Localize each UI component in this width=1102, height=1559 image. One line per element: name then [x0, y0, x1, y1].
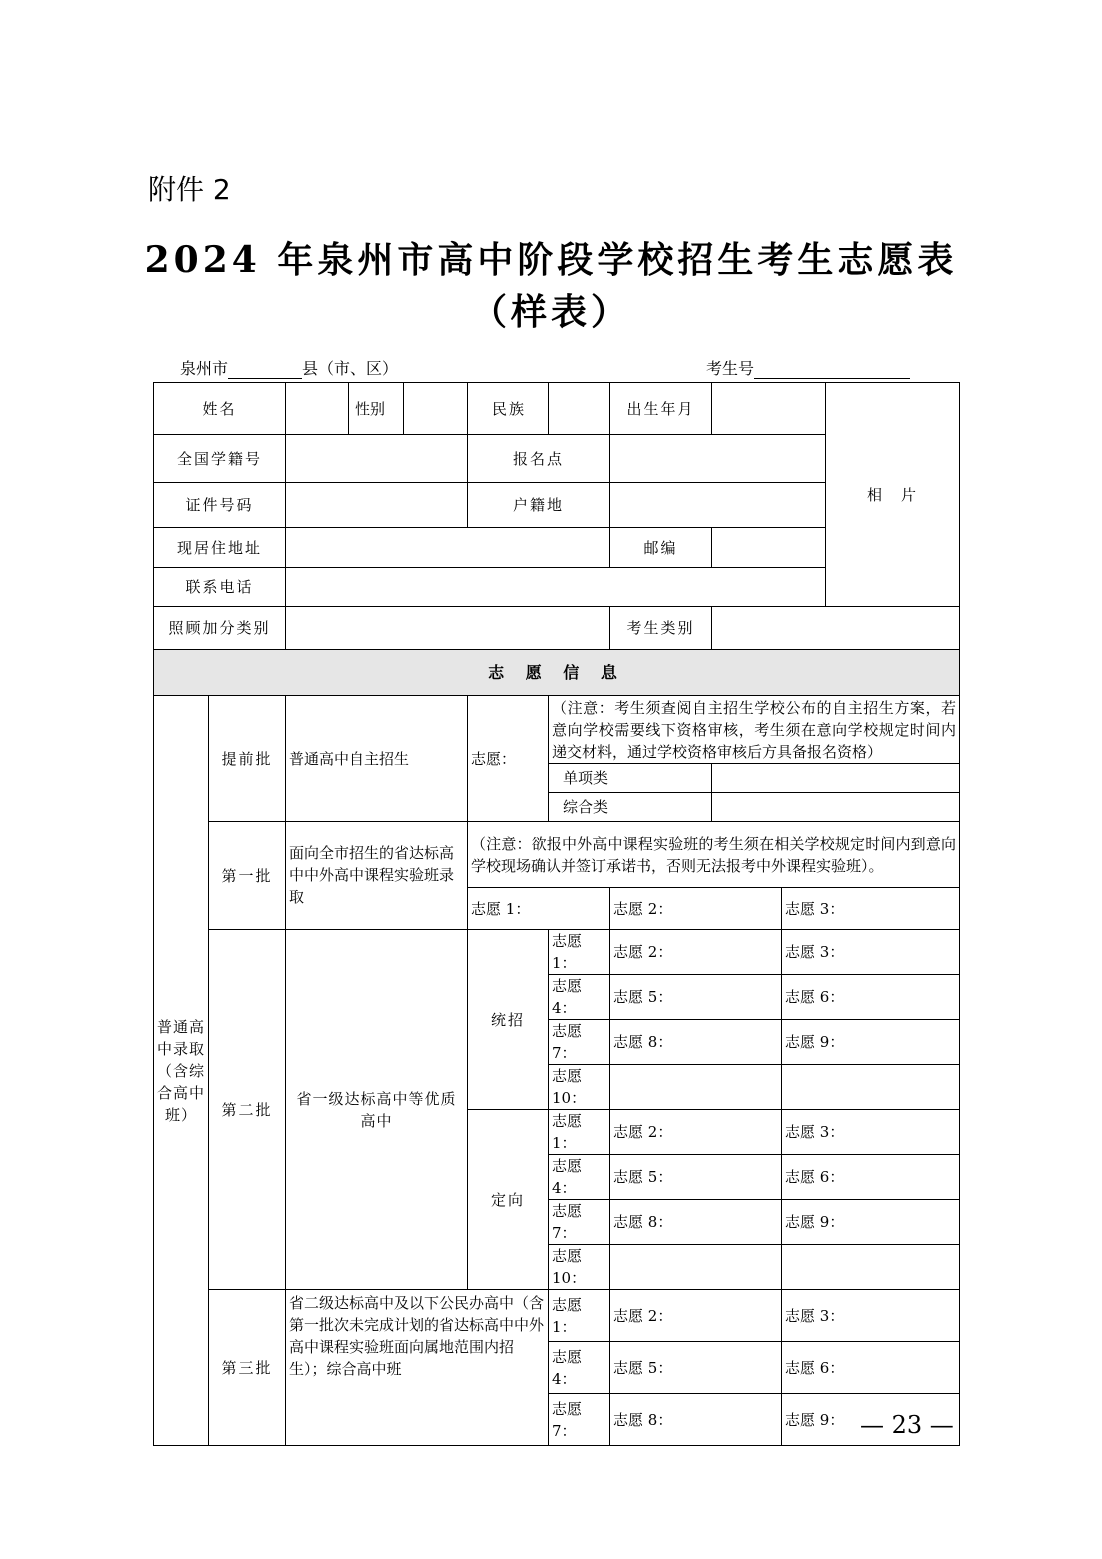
birth-field[interactable]: [712, 383, 826, 435]
directed-choice-2[interactable]: 志愿 2：: [610, 1110, 782, 1155]
unified-choice-8[interactable]: 志愿 8：: [610, 1020, 782, 1065]
exam-no-label: 考生号: [706, 359, 755, 378]
third-choice-4[interactable]: 志愿 4：: [549, 1342, 610, 1394]
third-choice-1[interactable]: 志愿 1：: [549, 1290, 610, 1342]
bonus-label: 照顾加分类别: [154, 607, 286, 650]
unified-choice-6[interactable]: 志愿 6：: [782, 975, 960, 1020]
directed-blank-1[interactable]: [610, 1245, 782, 1290]
county-label: 县（市、区）: [302, 359, 399, 378]
gender-field[interactable]: [404, 383, 468, 435]
reg-site-field[interactable]: [610, 435, 826, 483]
id-no-field[interactable]: [286, 483, 468, 528]
early-single-field[interactable]: [712, 764, 960, 793]
directed-blank-2[interactable]: [782, 1245, 960, 1290]
directed-choice-7[interactable]: 志愿 7：: [549, 1200, 610, 1245]
early-single-label: 单项类: [549, 764, 712, 793]
category-field[interactable]: [712, 607, 960, 650]
form-title: 2024 年泉州市高中阶段学校招生考生志愿表: [144, 239, 958, 281]
third-choice-5[interactable]: 志愿 5：: [610, 1342, 782, 1394]
second-batch-type: 省一级达标高中等优质高中: [286, 930, 468, 1290]
name-label: 姓名: [154, 383, 286, 435]
third-choice-3[interactable]: 志愿 3：: [782, 1290, 960, 1342]
zipcode-field[interactable]: [712, 528, 826, 568]
form-subtitle: （样表）: [470, 291, 631, 333]
directed-choice-3[interactable]: 志愿 3：: [782, 1110, 960, 1155]
bonus-field[interactable]: [286, 607, 610, 650]
city-line: [180, 356, 398, 379]
directed-label: 定向: [468, 1110, 549, 1290]
third-batch-label: 第三批: [209, 1290, 286, 1446]
group-label: 普通高中录取（含综合高中班）: [154, 696, 209, 1446]
address-label: 现居住地址: [154, 528, 286, 568]
early-batch-type: 普通高中自主招生: [286, 696, 468, 822]
early-comprehensive-label: 综合类: [549, 793, 712, 822]
unified-choice-10[interactable]: 志愿 10：: [549, 1065, 610, 1110]
unified-choice-5[interactable]: 志愿 5：: [610, 975, 782, 1020]
unified-choice-1[interactable]: 志愿 1：: [549, 930, 610, 975]
application-form: [153, 382, 960, 1446]
exam-no-line: [706, 356, 910, 379]
first-choice-1[interactable]: 志愿 1：: [468, 888, 610, 930]
zipcode-label: 邮编: [610, 528, 712, 568]
unified-choice-9[interactable]: 志愿 9：: [782, 1020, 960, 1065]
first-note: （注意：欲报中外高中课程实验班的考生须在相关学校规定时间内到意向学校现场确认并签订承诺书，否则无法报考中外课程实验班）。: [468, 822, 960, 888]
reg-site-label: 报名点: [468, 435, 610, 483]
directed-choice-9[interactable]: 志愿 9：: [782, 1200, 960, 1245]
section-title: 志 愿 信 息: [154, 650, 960, 696]
phone-field[interactable]: [286, 568, 826, 607]
first-choice-3[interactable]: 志愿 3：: [782, 888, 960, 930]
third-choice-6[interactable]: 志愿 6：: [782, 1342, 960, 1394]
unified-choice-4[interactable]: 志愿 4：: [549, 975, 610, 1020]
student-id-label: 全国学籍号: [154, 435, 286, 483]
county-blank[interactable]: [228, 362, 302, 379]
first-batch-type: 面向全市招生的省达标高中中外高中课程实验班录取: [286, 822, 468, 930]
unified-label: 统招: [468, 930, 549, 1110]
early-choice-label: 志愿：: [468, 696, 549, 822]
early-comprehensive-field[interactable]: [712, 793, 960, 822]
address-field[interactable]: [286, 528, 610, 568]
directed-choice-1[interactable]: 志愿 1：: [549, 1110, 610, 1155]
ethnicity-field[interactable]: [549, 383, 610, 435]
page-number: — 23 —: [860, 1411, 954, 1439]
gender-label: 性别: [355, 399, 386, 418]
city-label: 泉州市: [180, 359, 229, 378]
third-choice-9[interactable]: 志愿 9：: [782, 1394, 960, 1446]
third-choice-2[interactable]: 志愿 2：: [610, 1290, 782, 1342]
attachment-label: 附件 2: [148, 173, 231, 206]
hukou-label: 户籍地: [468, 483, 610, 528]
name-field[interactable]: [286, 383, 349, 434]
unified-choice-2[interactable]: 志愿 2：: [610, 930, 782, 975]
ethnicity-label: 民族: [468, 383, 549, 435]
first-choice-2[interactable]: 志愿 2：: [610, 888, 782, 930]
third-batch-type: 省二级达标高中及以下公民办高中（含第一批次未完成计划的省达标高中中外高中课程实验班面向属地范围内招生）；综合高中班: [286, 1290, 549, 1446]
early-note: （注意：考生须查阅自主招生学校公布的自主招生方案，若意向学校需要线下资格审核，考生须在意向学校规定时间内递交材料，通过学校资格审核后方具备报名资格）: [549, 696, 960, 764]
unified-blank-1[interactable]: [610, 1065, 782, 1110]
third-choice-8[interactable]: 志愿 8：: [610, 1394, 782, 1446]
photo-box[interactable]: 相 片: [826, 383, 960, 607]
hukou-field[interactable]: [610, 483, 826, 528]
unified-blank-2[interactable]: [782, 1065, 960, 1110]
unified-choice-3[interactable]: 志愿 3：: [782, 930, 960, 975]
unified-choice-7[interactable]: 志愿 7：: [549, 1020, 610, 1065]
early-batch-label: 提前批: [209, 696, 286, 822]
student-id-field[interactable]: [286, 435, 468, 483]
phone-label: 联系电话: [154, 568, 286, 607]
second-batch-label: 第二批: [209, 930, 286, 1290]
directed-choice-8[interactable]: 志愿 8：: [610, 1200, 782, 1245]
directed-choice-10[interactable]: 志愿 10：: [549, 1245, 610, 1290]
third-choice-7[interactable]: 志愿 7：: [549, 1394, 610, 1446]
directed-choice-4[interactable]: 志愿 4：: [549, 1155, 610, 1200]
category-label: 考生类别: [610, 607, 712, 650]
first-batch-label: 第一批: [209, 822, 286, 930]
directed-choice-5[interactable]: 志愿 5：: [610, 1155, 782, 1200]
id-no-label: 证件号码: [154, 483, 286, 528]
directed-choice-6[interactable]: 志愿 6：: [782, 1155, 960, 1200]
birth-label: 出生年月: [610, 383, 712, 435]
exam-no-blank[interactable]: [754, 362, 910, 379]
